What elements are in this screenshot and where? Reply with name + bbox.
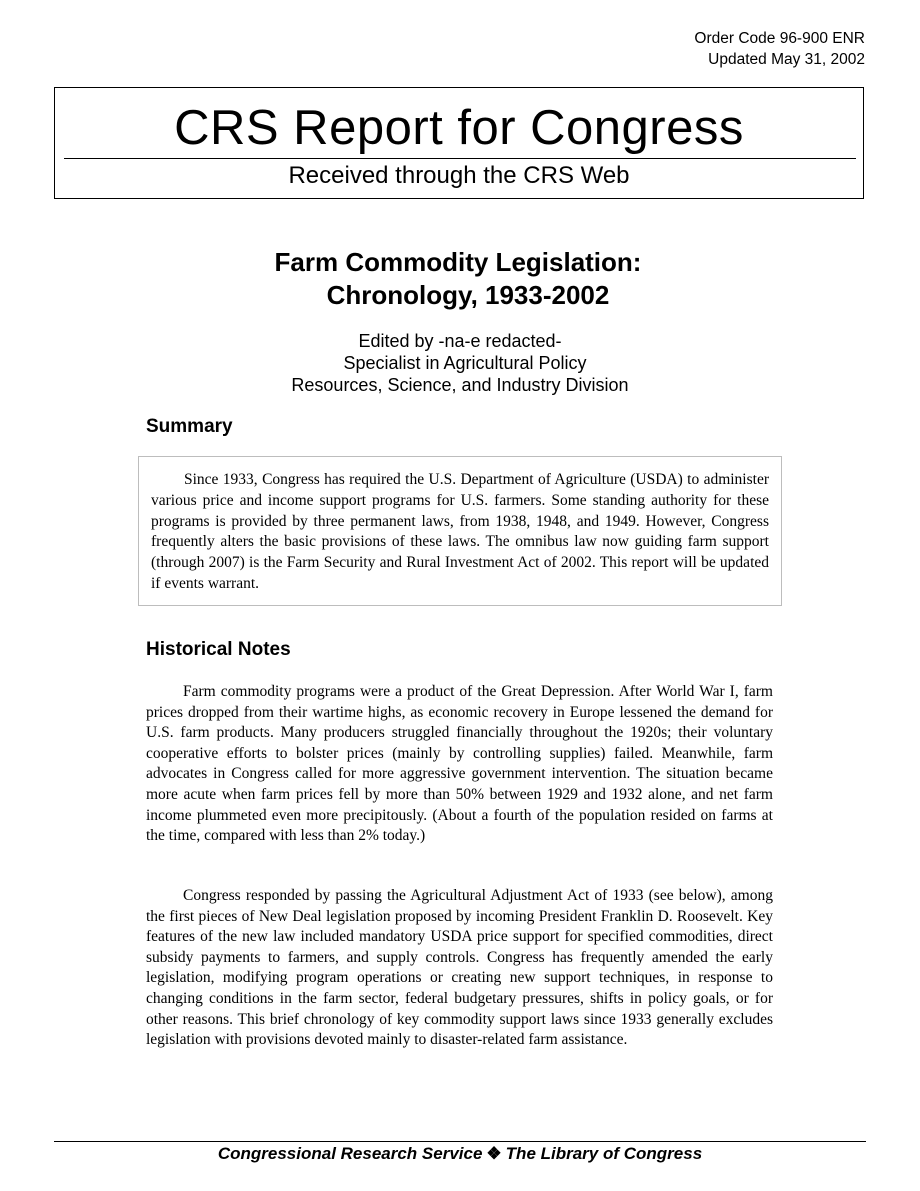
author-division: Resources, Science, and Industry Division	[291, 375, 629, 395]
page-footer	[54, 1143, 866, 1165]
document-title-line2: Chronology, 1933-2002	[326, 280, 610, 310]
updated-date: Updated May 31, 2002	[708, 51, 865, 68]
document-title	[0, 246, 920, 312]
footer-divider	[54, 1141, 866, 1142]
diamond-icon: ❖	[486, 1144, 502, 1163]
summary-heading: Summary	[146, 416, 233, 437]
footer-publisher: Congressional Research Service	[217, 1144, 483, 1163]
order-code	[694, 28, 865, 70]
historical-notes-paragraph-1: Farm commodity programs were a product of the Great Depression. After World War I, farm prices dropped from their wartime highs, as economic recovery in Europe lessened the demand for U.S. farm products. Many producers struggled financially throughout the 1920s; their voluntary cooperative efforts to bolster prices (mainly by controlling supplies) failed. Meanwhile, farm advocates in Congress called for more aggressive government intervention. The situation became more acute when farm prices fell by more than 50% between 1929 and 1932 alone, and net farm income plummeted even more precipitously. (About a fourth of the population resided on farms at the time, compared with less than 2% today.)	[146, 683, 773, 845]
author-title: Specialist in Agricultural Policy	[343, 353, 587, 373]
historical-notes-heading: Historical Notes	[146, 639, 291, 660]
report-header-subtitle: Received through the CRS Web	[288, 162, 630, 189]
author-name: Edited by -na-e redacted-	[358, 331, 562, 351]
document-title-line1: Farm Commodity Legislation:	[274, 247, 642, 277]
footer-library: The Library of Congress	[505, 1144, 703, 1163]
author-block	[0, 330, 920, 396]
summary-text: Since 1933, Congress has required the U.S. Department of Agriculture (USDA) to administer various price and income support programs for U.S. farmers. Some standing authority for these programs is provided by three permanent laws, from 1938, 1948, and 1949. However, Congress frequently alters the basic provisions of these laws. The omnibus law now guiding farm support (through 2007) is the Farm Security and Rural Investment Act of 2002. This report will be updated if events warrant.	[151, 471, 769, 592]
header-divider	[64, 158, 856, 159]
historical-notes-paragraph-2: Congress responded by passing the Agricultural Adjustment Act of 1933 (see below), among the first pieces of New Deal legislation proposed by incoming President Franklin D. Roosevelt. Key features of the new law included mandatory USDA price support for specified commodities, direct subsidy payments to farmers, and supply controls. Congress has frequently amended the early legislation, modifying program operations or creating new support techniques, in response to changing conditions in the farm sector, federal budgetary pressures, shifts in policy goals, or for other reasons. This brief chronology of key commodity support laws since 1933 generally excludes legislation with provisions devoted mainly to disaster-related farm assistance.	[146, 887, 773, 1049]
order-code-number: Order Code 96-900 ENR	[694, 30, 865, 47]
report-header-title: CRS Report for Congress	[174, 101, 744, 155]
